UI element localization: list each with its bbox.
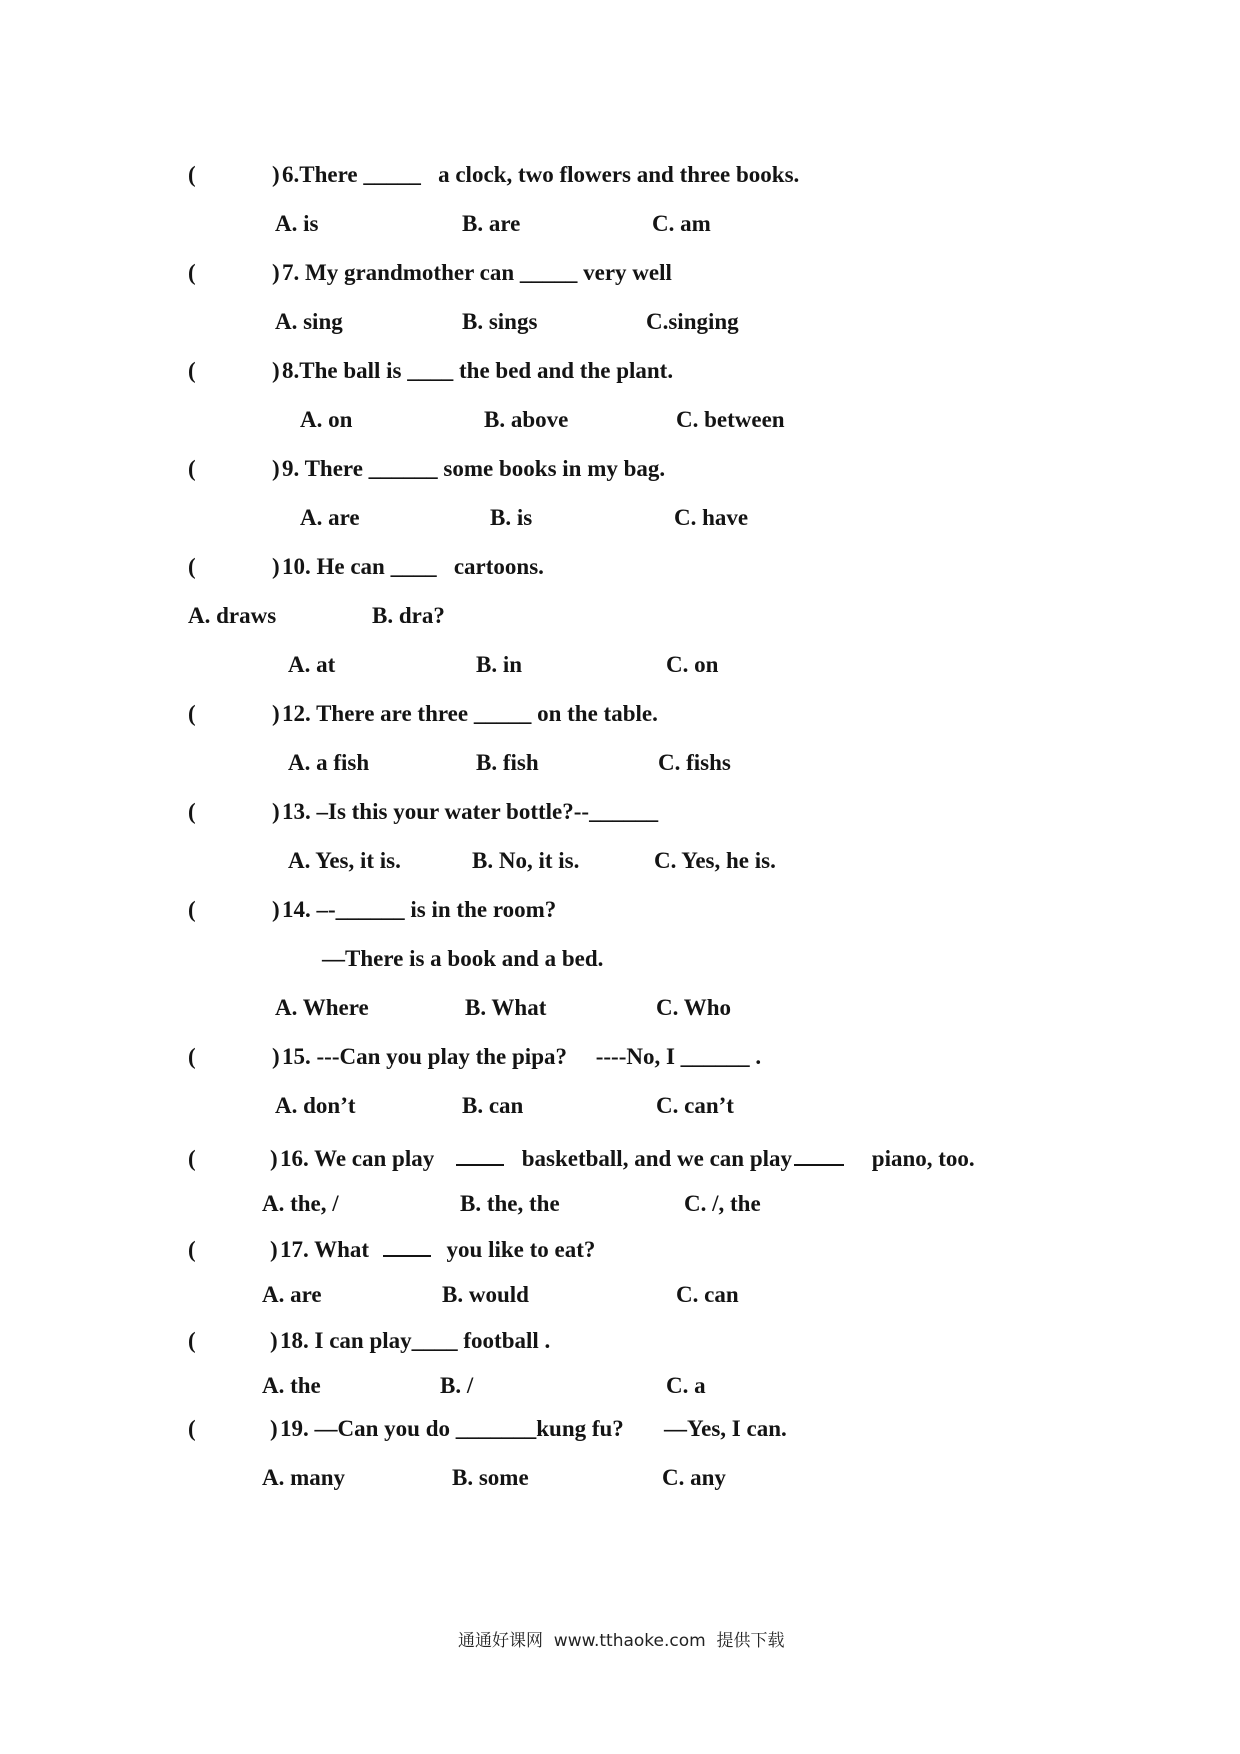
question-stem: 13. –Is this your water bottle?--______ — [282, 799, 659, 824]
option-b[interactable]: B. some — [452, 1465, 529, 1490]
question-stem: 14. –-______ is in the room? — [282, 897, 557, 922]
option-c[interactable]: C. between — [676, 407, 785, 432]
option-c[interactable]: C. am — [652, 211, 711, 236]
question-stem — [280, 1235, 595, 1265]
question-stem: 12. There are three _____ on the table. — [282, 701, 658, 726]
option-b[interactable]: B. in — [476, 652, 523, 677]
bracket-open: ( — [188, 260, 196, 285]
question-stem: 15. ---Can you play the pipa? ----No, I ______ . — [282, 1044, 762, 1069]
option-a[interactable]: A. draws — [188, 603, 277, 628]
option-a[interactable]: A. don’t — [275, 1093, 356, 1118]
bracket-open: ( — [188, 1146, 196, 1171]
option-a[interactable]: A. on — [300, 407, 353, 432]
option-c[interactable]: C. a — [666, 1373, 706, 1398]
bracket-open: ( — [188, 799, 196, 824]
stem-part: 17. What — [280, 1237, 370, 1262]
option-c[interactable]: C. fishs — [658, 750, 731, 775]
bracket-close: ) — [272, 358, 280, 383]
option-a[interactable]: A. Where — [275, 995, 369, 1020]
option-a[interactable]: A. is — [275, 211, 319, 236]
option-a[interactable]: A. Yes, it is. — [288, 848, 401, 873]
question-stem-continuation: —There is a book and a bed. — [322, 946, 604, 971]
option-c[interactable]: C. can — [676, 1282, 739, 1307]
option-b[interactable]: B. dra? — [372, 603, 445, 628]
option-a[interactable]: A. many — [262, 1465, 346, 1490]
question-stem: 7. My grandmother can _____ very well — [282, 260, 672, 285]
option-b[interactable]: B. the, the — [460, 1191, 560, 1216]
answer-blank[interactable] — [794, 1144, 844, 1166]
bracket-close: ) — [272, 799, 280, 824]
option-a[interactable]: A. are — [300, 505, 360, 530]
option-a[interactable]: A. sing — [275, 309, 343, 334]
option-c[interactable]: C. Who — [656, 995, 731, 1020]
stem-part: basketball, and we can play — [521, 1146, 793, 1171]
bracket-open: ( — [188, 554, 196, 579]
option-b[interactable]: B. What — [465, 995, 547, 1020]
bracket-open: ( — [188, 701, 196, 726]
question-stem: 8.The ball is ____ the bed and the plant. — [282, 358, 674, 383]
bracket-close: ) — [272, 554, 280, 579]
option-a[interactable]: A. the — [262, 1373, 321, 1398]
stem-part: you like to eat? — [446, 1237, 596, 1262]
option-c[interactable]: C. Yes, he is. — [654, 848, 776, 873]
option-c[interactable]: C. any — [662, 1465, 726, 1490]
bracket-open: ( — [188, 456, 196, 481]
question-stem: 6.There _____ a clock, two flowers and three books. — [282, 162, 800, 187]
bracket-close: ) — [272, 897, 280, 922]
bracket-close: ) — [272, 162, 280, 187]
option-b[interactable]: B. can — [462, 1093, 524, 1118]
option-a[interactable]: A. at — [288, 652, 336, 677]
bracket-close: ) — [270, 1328, 278, 1353]
stem-part: 16. We can play — [280, 1146, 435, 1171]
question-stem — [280, 1144, 975, 1174]
question-stem: 19. —Can you do _______kung fu? —Yes, I can. — [280, 1416, 787, 1441]
stem-part: piano, too. — [871, 1146, 975, 1171]
option-a[interactable]: A. the, / — [262, 1191, 339, 1216]
option-b[interactable]: B. sings — [462, 309, 538, 334]
bracket-close: ) — [272, 1044, 280, 1069]
bracket-close: ) — [270, 1237, 278, 1262]
option-a[interactable]: A. a fish — [288, 750, 370, 775]
option-b[interactable]: B. would — [442, 1282, 529, 1307]
option-b[interactable]: B. is — [490, 505, 533, 530]
bracket-open: ( — [188, 162, 196, 187]
bracket-open: ( — [188, 358, 196, 383]
bracket-open: ( — [188, 1328, 196, 1353]
bracket-close: ) — [270, 1146, 278, 1171]
answer-blank[interactable] — [383, 1235, 431, 1257]
option-b[interactable]: B. fish — [476, 750, 539, 775]
bracket-close: ) — [272, 456, 280, 481]
question-stem: 9. There ______ some books in my bag. — [282, 456, 666, 481]
bracket-open: ( — [188, 897, 196, 922]
bracket-open: ( — [188, 1237, 196, 1262]
option-b[interactable]: B. are — [462, 211, 521, 236]
option-c[interactable]: C. can’t — [656, 1093, 734, 1118]
page-footer-watermark: 通通好课网 www.tthaoke.com 提供下载 — [458, 1631, 785, 1651]
option-c[interactable]: C. have — [674, 505, 749, 530]
option-b[interactable]: B. No, it is. — [472, 848, 580, 873]
bracket-open: ( — [188, 1416, 196, 1441]
question-stem: 18. I can play____ football . — [280, 1328, 551, 1353]
bracket-close: ) — [270, 1416, 278, 1441]
option-c[interactable]: C. /, the — [684, 1191, 761, 1216]
option-b[interactable]: B. above — [484, 407, 569, 432]
question-stem: 10. He can ____ cartoons. — [282, 554, 544, 579]
bracket-open: ( — [188, 1044, 196, 1069]
option-b[interactable]: B. / — [440, 1373, 474, 1398]
option-a[interactable]: A. are — [262, 1282, 322, 1307]
bracket-close: ) — [272, 260, 280, 285]
bracket-close: ) — [272, 701, 280, 726]
answer-blank[interactable] — [456, 1144, 504, 1166]
option-c[interactable]: C. on — [666, 652, 719, 677]
option-c[interactable]: C.singing — [646, 309, 739, 334]
